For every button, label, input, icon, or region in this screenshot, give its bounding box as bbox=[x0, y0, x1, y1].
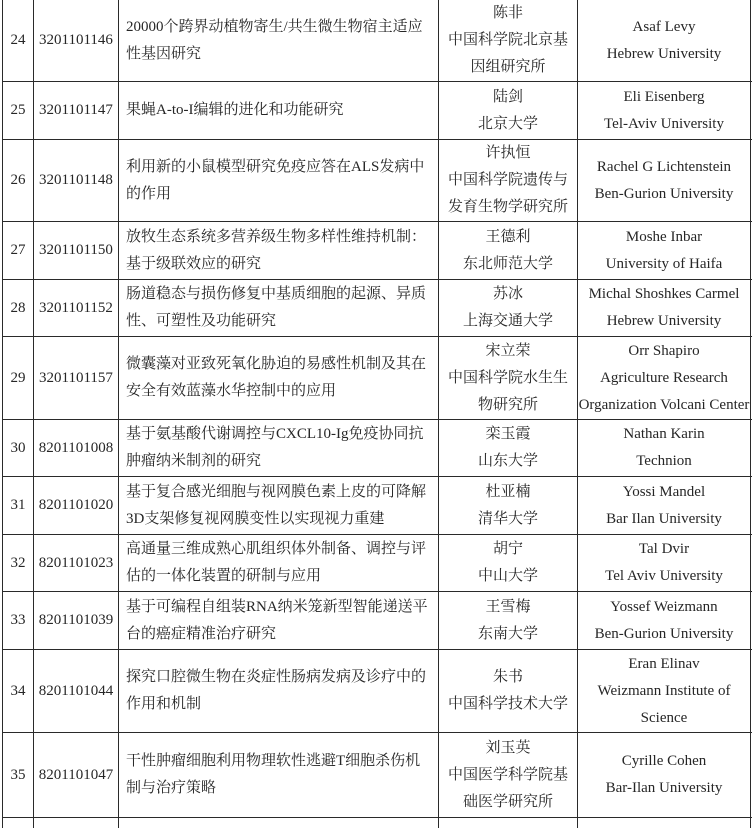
project-id-text: 3201101148 bbox=[39, 172, 113, 188]
pi-name-line: 苏冰 bbox=[492, 286, 523, 302]
partner-institution-line: Hebrew University bbox=[606, 313, 722, 329]
foreign-partner-lines bbox=[595, 154, 734, 208]
row-index-cell bbox=[3, 420, 34, 476]
pi-institution-line: 清华大学 bbox=[477, 510, 538, 527]
row-index-cell bbox=[3, 733, 34, 817]
project-title-cell bbox=[119, 535, 439, 591]
project-title-text: 肠道稳态与损伤修复中基质细胞的起源、异质性、可塑性及功能研究 bbox=[126, 286, 427, 329]
chinese-pi-lines bbox=[478, 84, 538, 138]
partner-institution-line: Ben-Gurion University bbox=[594, 625, 734, 642]
partner-institution-line: Tel Aviv University bbox=[605, 568, 723, 584]
project-id-text: 3201101150 bbox=[39, 242, 113, 258]
project-id-text: 8201101008 bbox=[38, 439, 114, 456]
table-row bbox=[3, 82, 752, 140]
project-title-cell bbox=[119, 733, 439, 817]
pi-institution-line: 中山大学 bbox=[477, 568, 538, 584]
project-id-cell bbox=[34, 477, 119, 534]
foreign-partner-cell bbox=[578, 477, 751, 534]
chinese-pi-lines bbox=[448, 140, 568, 221]
pi-name-line: 栾玉霞 bbox=[485, 426, 531, 442]
pi-name-line: 许执恒 bbox=[485, 145, 531, 161]
foreign-partner-lines bbox=[595, 594, 734, 648]
table-row bbox=[3, 592, 752, 650]
chinese-pi-cell bbox=[439, 337, 578, 419]
project-title-text: 基于氨基酸代谢调控与CXCL10-Ig免疫协同抗肿瘤纳米制剂的研究 bbox=[126, 426, 424, 469]
chinese-pi-cell bbox=[439, 420, 578, 476]
partner-institution-line: Agriculture Research bbox=[600, 369, 728, 386]
partner-name-line: Asaf Levy bbox=[632, 18, 696, 35]
project-id-cell bbox=[34, 140, 119, 221]
project-id-text: 3201101157 bbox=[39, 369, 113, 386]
row-index-cell bbox=[3, 337, 34, 419]
chinese-pi-cell bbox=[439, 650, 578, 732]
partner-institution-line: Science bbox=[640, 709, 688, 726]
chinese-pi-cell bbox=[439, 280, 578, 336]
pi-institution-line: 上海交通大学 bbox=[462, 313, 553, 329]
chinese-pi-lines bbox=[478, 479, 538, 533]
row-index-text: 34 bbox=[10, 682, 26, 699]
pi-name-line: 宋立荣 bbox=[485, 342, 531, 359]
row-index-text: 28 bbox=[10, 299, 26, 316]
project-id-text: 8201101047 bbox=[38, 766, 114, 783]
table-row bbox=[3, 733, 752, 818]
chinese-pi-cell bbox=[439, 222, 578, 279]
project-title-text: 基于复合感光细胞与视网膜色素上皮的可降解3D支架修复视网膜变性以实现视力重建 bbox=[126, 483, 427, 527]
chinese-pi-lines bbox=[463, 224, 553, 278]
row-index-text: 25 bbox=[10, 102, 26, 118]
table-row bbox=[3, 650, 752, 733]
partner-name-line: Yossi Mandel bbox=[622, 483, 706, 500]
chinese-pi-cell bbox=[439, 592, 578, 649]
pi-institution-line: 东北师范大学 bbox=[462, 255, 553, 272]
pi-institution-line: 因组研究所 bbox=[470, 59, 546, 75]
partner-name-line: Yossef Weizmann bbox=[610, 598, 718, 615]
pi-name-line: 刘玉英 bbox=[485, 739, 531, 756]
foreign-partner-lines bbox=[623, 421, 704, 475]
partner-institution-line: Weizmann Institute of bbox=[597, 682, 731, 699]
row-index-text: 31 bbox=[10, 497, 26, 513]
foreign-partner-cell bbox=[578, 592, 751, 649]
row-index-cell bbox=[3, 0, 34, 81]
table-row bbox=[3, 535, 752, 592]
project-id-text: 3201101147 bbox=[39, 102, 113, 118]
pi-name-line: 陈非 bbox=[492, 5, 523, 21]
pi-name-line: 胡宁 bbox=[492, 541, 523, 557]
table-row bbox=[3, 222, 752, 280]
project-id-cell bbox=[34, 222, 119, 279]
chinese-pi-cell bbox=[439, 477, 578, 534]
foreign-partner-cell bbox=[578, 0, 751, 81]
pi-institution-line: 东南大学 bbox=[477, 625, 538, 642]
project-title-cell bbox=[119, 420, 439, 476]
table-row bbox=[3, 420, 752, 477]
foreign-partner-cell bbox=[578, 535, 751, 591]
project-title-cell bbox=[119, 592, 439, 649]
project-title-text: 高通量三维成熟心肌组织体外制备、调控与评估的一体化装置的研制与应用 bbox=[126, 541, 427, 584]
chinese-pi-lines bbox=[478, 421, 538, 475]
project-id-cell bbox=[34, 280, 119, 336]
row-index-cell bbox=[3, 82, 34, 139]
project-title-cell bbox=[119, 337, 439, 419]
row-index-text: 26 bbox=[10, 172, 26, 188]
pi-institution-line: 础医学研究所 bbox=[462, 793, 553, 810]
chinese-pi-cell bbox=[439, 82, 578, 139]
partner-name-line: Nathan Karin bbox=[623, 426, 705, 442]
project-id-text: 3201101152 bbox=[39, 299, 113, 316]
foreign-partner-lines bbox=[606, 479, 722, 533]
foreign-partner-cell bbox=[578, 650, 751, 732]
foreign-partner-lines bbox=[579, 338, 750, 419]
row-index-text: 24 bbox=[10, 32, 26, 48]
project-id-cell bbox=[34, 535, 119, 591]
row-index-cell bbox=[3, 222, 34, 279]
project-title-cell bbox=[119, 0, 439, 81]
chinese-pi-lines bbox=[448, 338, 568, 419]
project-id-cell bbox=[34, 420, 119, 476]
partner-institution-line: Tel-Aviv University bbox=[604, 115, 724, 132]
row-index-text: 33 bbox=[10, 612, 26, 628]
chinese-pi-cell bbox=[439, 0, 578, 81]
project-id-cell bbox=[34, 0, 119, 81]
row-index-text: 27 bbox=[10, 242, 26, 258]
partner-institution-line: Bar Ilan University bbox=[606, 510, 722, 527]
chinese-pi-lines bbox=[448, 0, 568, 81]
chinese-pi-lines bbox=[463, 281, 553, 335]
partner-institution-line: Hebrew University bbox=[606, 45, 722, 62]
row-index-cell bbox=[3, 140, 34, 221]
project-id-text: 8201101020 bbox=[38, 497, 114, 513]
project-id-text: 8201101039 bbox=[38, 612, 114, 628]
project-title-text: 微囊藻对亚致死氧化胁迫的易感性机制及其在安全有效蓝藻水华控制中的应用 bbox=[126, 356, 427, 399]
row-index-cell bbox=[3, 477, 34, 534]
project-title-text: 干性肿瘤细胞利用物理软性逃避T细胞杀伤机制与治疗策略 bbox=[126, 753, 421, 796]
foreign-partner-cell bbox=[578, 82, 751, 139]
chinese-pi-lines bbox=[448, 735, 568, 816]
pi-institution-line: 中国科学院水生生 bbox=[447, 369, 568, 386]
pi-name-line: 王德利 bbox=[485, 228, 531, 245]
table-row bbox=[3, 280, 752, 337]
pi-institution-line: 山东大学 bbox=[477, 453, 538, 469]
project-title-text: 果蝇A-to-I编辑的进化和功能研究 bbox=[126, 102, 344, 118]
partner-name-line: Moshe Inbar bbox=[625, 228, 703, 245]
row-index-text: 32 bbox=[10, 554, 26, 571]
table-row bbox=[3, 0, 752, 82]
foreign-partner-cell bbox=[578, 280, 751, 336]
partner-institution-line: Ben-Gurion University bbox=[594, 185, 734, 202]
foreign-partner-lines bbox=[589, 281, 740, 335]
foreign-partner-lines bbox=[606, 748, 723, 802]
table-row bbox=[3, 337, 752, 420]
foreign-partner-lines bbox=[605, 536, 723, 590]
project-title-cell bbox=[119, 477, 439, 534]
partner-name-line: Orr Shapiro bbox=[628, 342, 700, 359]
foreign-partner-cell bbox=[578, 140, 751, 221]
pi-institution-line: 北京大学 bbox=[477, 115, 538, 132]
project-title-text: 20000个跨界动植物寄生/共生微生物宿主适应性基因研究 bbox=[126, 18, 423, 62]
row-index-text: 35 bbox=[10, 766, 26, 783]
row-index-cell bbox=[3, 280, 34, 336]
partner-name-line: Eran Elinav bbox=[628, 655, 700, 672]
row-index-cell bbox=[3, 650, 34, 732]
foreign-partner-lines bbox=[607, 14, 722, 68]
pi-institution-line: 中国医学科学院基 bbox=[447, 766, 568, 783]
partner-name-line: Tal Dvir bbox=[638, 541, 690, 557]
pi-institution-line: 物研究所 bbox=[477, 396, 538, 413]
chinese-pi-cell bbox=[439, 733, 578, 817]
project-id-cell bbox=[34, 82, 119, 139]
partner-institution-line: Technion bbox=[636, 453, 692, 469]
foreign-partner-lines bbox=[604, 84, 724, 138]
project-title-text: 放牧生态系统多营养级生物多样性维持机制：基于级联效应的研究 bbox=[126, 228, 427, 272]
partial-next-row bbox=[3, 818, 752, 828]
partner-institution-line: Bar-Ilan University bbox=[605, 780, 723, 796]
project-title-text: 基于可编程自组装RNA纳米笼新型智能递送平台的癌症精准治疗研究 bbox=[126, 598, 428, 642]
pi-institution-line: 中国科学技术大学 bbox=[447, 696, 568, 712]
row-index-text: 29 bbox=[10, 369, 26, 386]
pi-name-line: 杜亚楠 bbox=[485, 483, 531, 500]
pi-institution-line: 发育生物学研究所 bbox=[447, 199, 568, 215]
foreign-partner-cell bbox=[578, 222, 751, 279]
partner-institution-line: Organization Volcani Center bbox=[578, 396, 750, 413]
project-title-cell bbox=[119, 650, 439, 732]
project-id-text: 8201101044 bbox=[38, 682, 114, 699]
empty-cell bbox=[439, 818, 578, 828]
partner-name-line: Cyrille Cohen bbox=[621, 753, 707, 769]
project-title-cell bbox=[119, 82, 439, 139]
foreign-partner-lines bbox=[598, 651, 731, 732]
project-title-cell bbox=[119, 222, 439, 279]
pi-name-line: 陆剑 bbox=[492, 88, 523, 105]
pi-name-line: 朱书 bbox=[492, 669, 523, 685]
research-projects-table bbox=[2, 0, 752, 828]
foreign-partner-cell bbox=[578, 420, 751, 476]
foreign-partner-cell bbox=[578, 733, 751, 817]
empty-cell bbox=[578, 818, 751, 828]
partner-institution-line: University of Haifa bbox=[605, 255, 723, 272]
chinese-pi-lines bbox=[448, 664, 568, 718]
empty-cell bbox=[3, 818, 34, 828]
project-id-cell bbox=[34, 337, 119, 419]
project-id-cell bbox=[34, 733, 119, 817]
foreign-partner-cell bbox=[578, 337, 751, 419]
project-id-text: 8201101023 bbox=[38, 554, 114, 571]
chinese-pi-lines bbox=[478, 594, 538, 648]
foreign-partner-lines bbox=[606, 224, 723, 278]
partner-name-line: Michal Shoshkes Carmel bbox=[588, 286, 740, 302]
pi-institution-line: 中国科学院遗传与 bbox=[447, 172, 568, 188]
project-title-cell bbox=[119, 280, 439, 336]
project-id-cell bbox=[34, 592, 119, 649]
partner-name-line: Rachel G Lichtenstein bbox=[596, 158, 732, 175]
empty-cell bbox=[119, 818, 439, 828]
table-row bbox=[3, 477, 752, 535]
project-title-text: 探究口腔微生物在炎症性肠病发病及诊疗中的作用和机制 bbox=[126, 669, 427, 712]
chinese-pi-cell bbox=[439, 140, 578, 221]
row-index-cell bbox=[3, 592, 34, 649]
pi-institution-line: 中国科学院北京基 bbox=[447, 32, 568, 48]
chinese-pi-cell bbox=[439, 535, 578, 591]
pi-name-line: 王雪梅 bbox=[485, 598, 531, 615]
project-id-text: 3201101146 bbox=[39, 32, 113, 48]
project-id-cell bbox=[34, 650, 119, 732]
project-title-text: 利用新的小鼠模型研究免疫应答在ALS发病中的作用 bbox=[126, 158, 425, 202]
row-index-text: 30 bbox=[10, 439, 26, 456]
table-row bbox=[3, 140, 752, 222]
project-title-cell bbox=[119, 140, 439, 221]
chinese-pi-lines bbox=[478, 536, 538, 590]
empty-cell bbox=[34, 818, 119, 828]
row-index-cell bbox=[3, 535, 34, 591]
partner-name-line: Eli Eisenberg bbox=[623, 88, 705, 105]
